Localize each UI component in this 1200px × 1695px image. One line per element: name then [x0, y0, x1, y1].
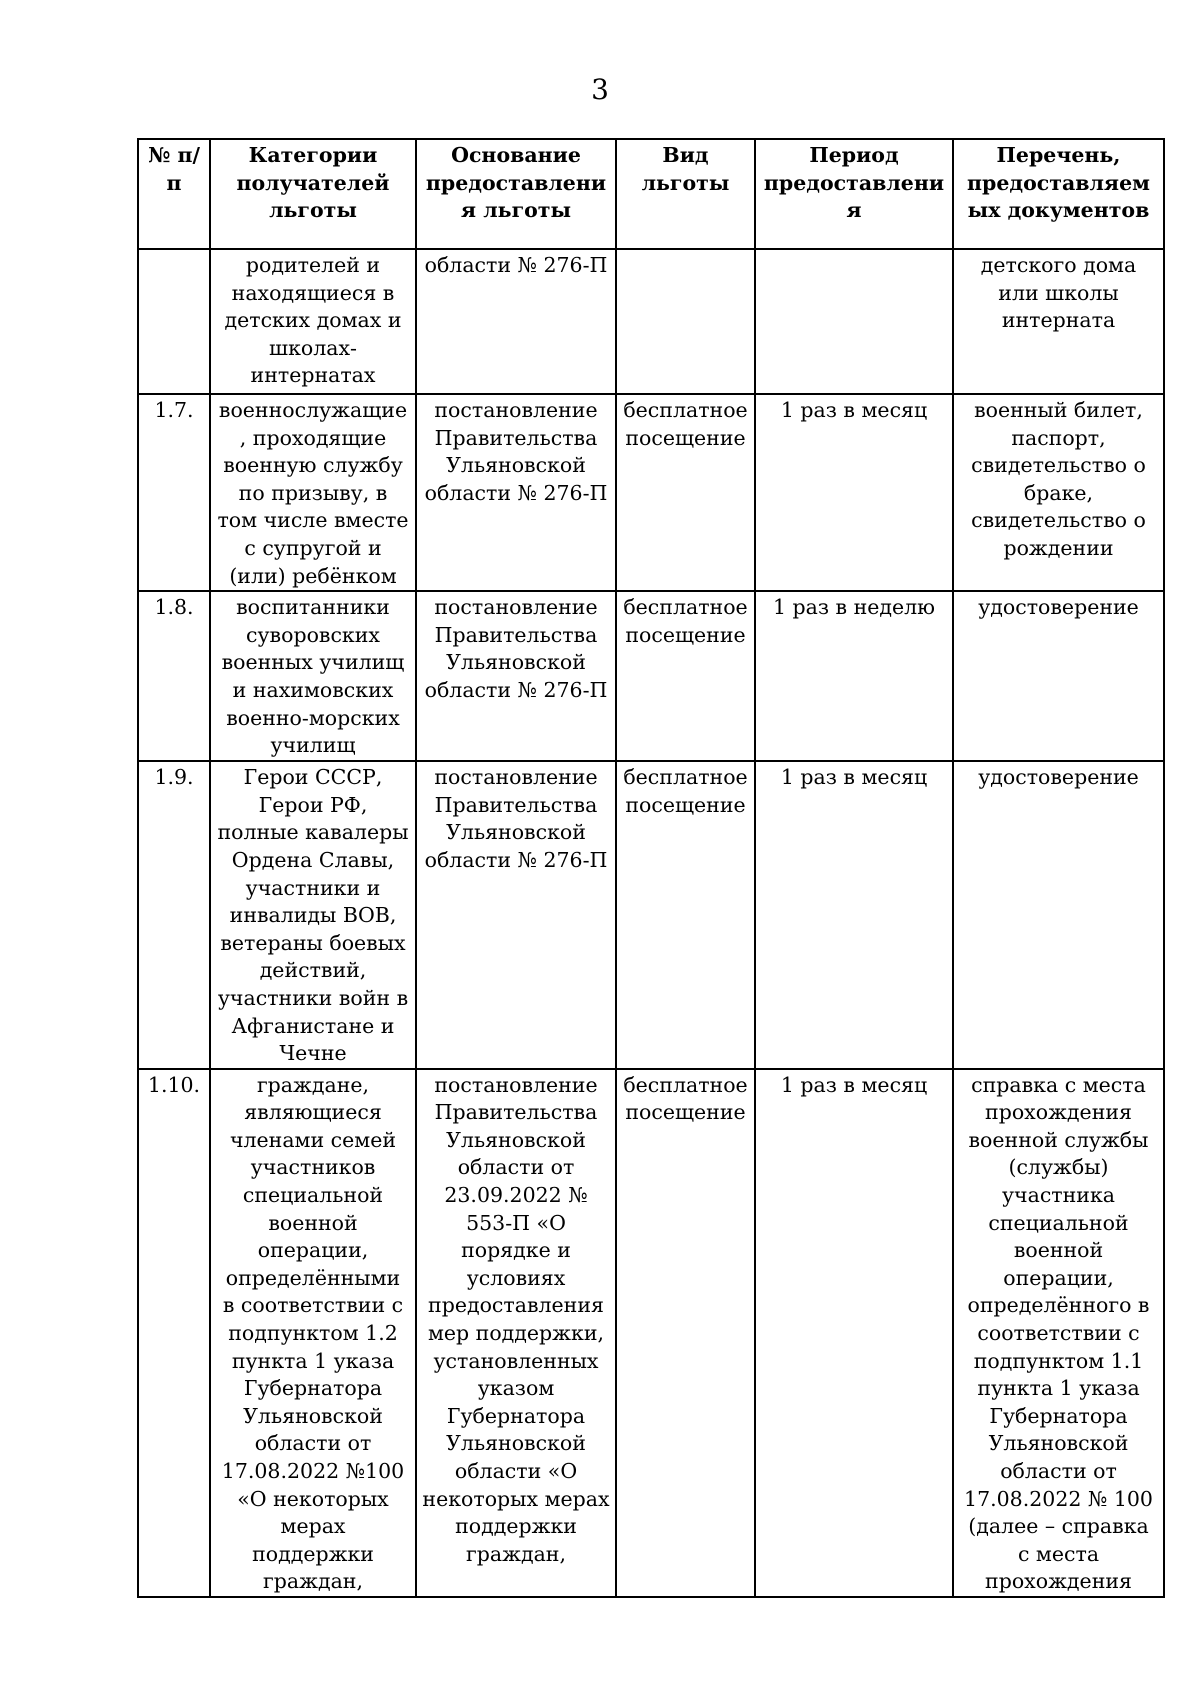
- row-documents: удостоверение: [953, 761, 1164, 1069]
- row-category: воспитанники суворовских военных училищ и нахимовских военно-морских училищ: [210, 591, 416, 761]
- benefits-table: [137, 138, 1165, 1598]
- header-period: Период предоставления: [755, 139, 953, 249]
- row-basis: постановление Правительства Ульяновской области от 23.09.2022 № 553-П «О порядке и условиях предоставления мер поддержки, установленных указом Губернатора Ульяновской области «О некоторых мерах поддержки граждан,: [416, 1069, 616, 1597]
- row-period: 1 раз в месяц: [755, 1069, 953, 1597]
- row-documents: детского дома или школы интерната: [953, 249, 1164, 394]
- row-basis: постановление Правительства Ульяновской области № 276-П: [416, 761, 616, 1069]
- row-period: 1 раз в месяц: [755, 394, 953, 591]
- row-period: 1 раз в месяц: [755, 761, 953, 1069]
- row-documents: удостоверение: [953, 591, 1164, 761]
- table-row: [138, 394, 1164, 591]
- row-category: Герои СССР, Герои РФ, полные кавалеры Ордена Славы, участники и инвалиды ВОВ, ветераны боевых действий, участники войн в Афганистане и Чечне: [210, 761, 416, 1069]
- row-category: граждане, являющиеся членами семей участников специальной военной операции, определёнными в соответствии с подпунктом 1.2 пункта 1 указа Губернатора Ульяновской области от 17.08.2022 №100 «О некоторых мерах поддержки граждан,: [210, 1069, 416, 1597]
- table-row: [138, 591, 1164, 761]
- header-basis: Основание предоставления льготы: [416, 139, 616, 249]
- row-number: [138, 249, 210, 394]
- row-documents: справка с места прохождения военной службы (службы) участника специальной военной операции, определённого в соответствии с подпунктом 1.1 пункта 1 указа Губернатора Ульяновской области от 17.08.2022 № 100 (далее – справка с места прохождения: [953, 1069, 1164, 1597]
- row-basis: области № 276-П: [416, 249, 616, 394]
- row-benefit-type: бесплатное посещение: [616, 761, 755, 1069]
- row-number: 1.7.: [138, 394, 210, 591]
- row-category: военнослужащие, проходящие военную службу по призыву, в том числе вместе с супругой и (или) ребёнком: [210, 394, 416, 591]
- row-benefit-type: бесплатное посещение: [616, 1069, 755, 1597]
- row-basis: постановление Правительства Ульяновской области № 276-П: [416, 394, 616, 591]
- row-benefit-type: бесплатное посещение: [616, 591, 755, 761]
- header-number: № п/п: [138, 139, 210, 249]
- header-category: Категории получателей льготы: [210, 139, 416, 249]
- row-number: 1.10.: [138, 1069, 210, 1597]
- row-number: 1.9.: [138, 761, 210, 1069]
- row-period: [755, 249, 953, 394]
- table-header-row: [138, 139, 1164, 249]
- row-benefit-type: бесплатное посещение: [616, 394, 755, 591]
- table-row: [138, 1069, 1164, 1597]
- header-benefit-type: Вид льготы: [616, 139, 755, 249]
- header-documents: Перечень, предоставляемых документов: [953, 139, 1164, 249]
- row-period: 1 раз в неделю: [755, 591, 953, 761]
- row-benefit-type: [616, 249, 755, 394]
- table-row: [138, 249, 1164, 394]
- row-documents: военный билет, паспорт, свидетельство о браке, свидетельство о рождении: [953, 394, 1164, 591]
- row-basis: постановление Правительства Ульяновской области № 276-П: [416, 591, 616, 761]
- row-number: 1.8.: [138, 591, 210, 761]
- row-category: родителей и находящиеся в детских домах и школах-интернатах: [210, 249, 416, 394]
- table-row: [138, 761, 1164, 1069]
- page-number: 3: [591, 73, 609, 106]
